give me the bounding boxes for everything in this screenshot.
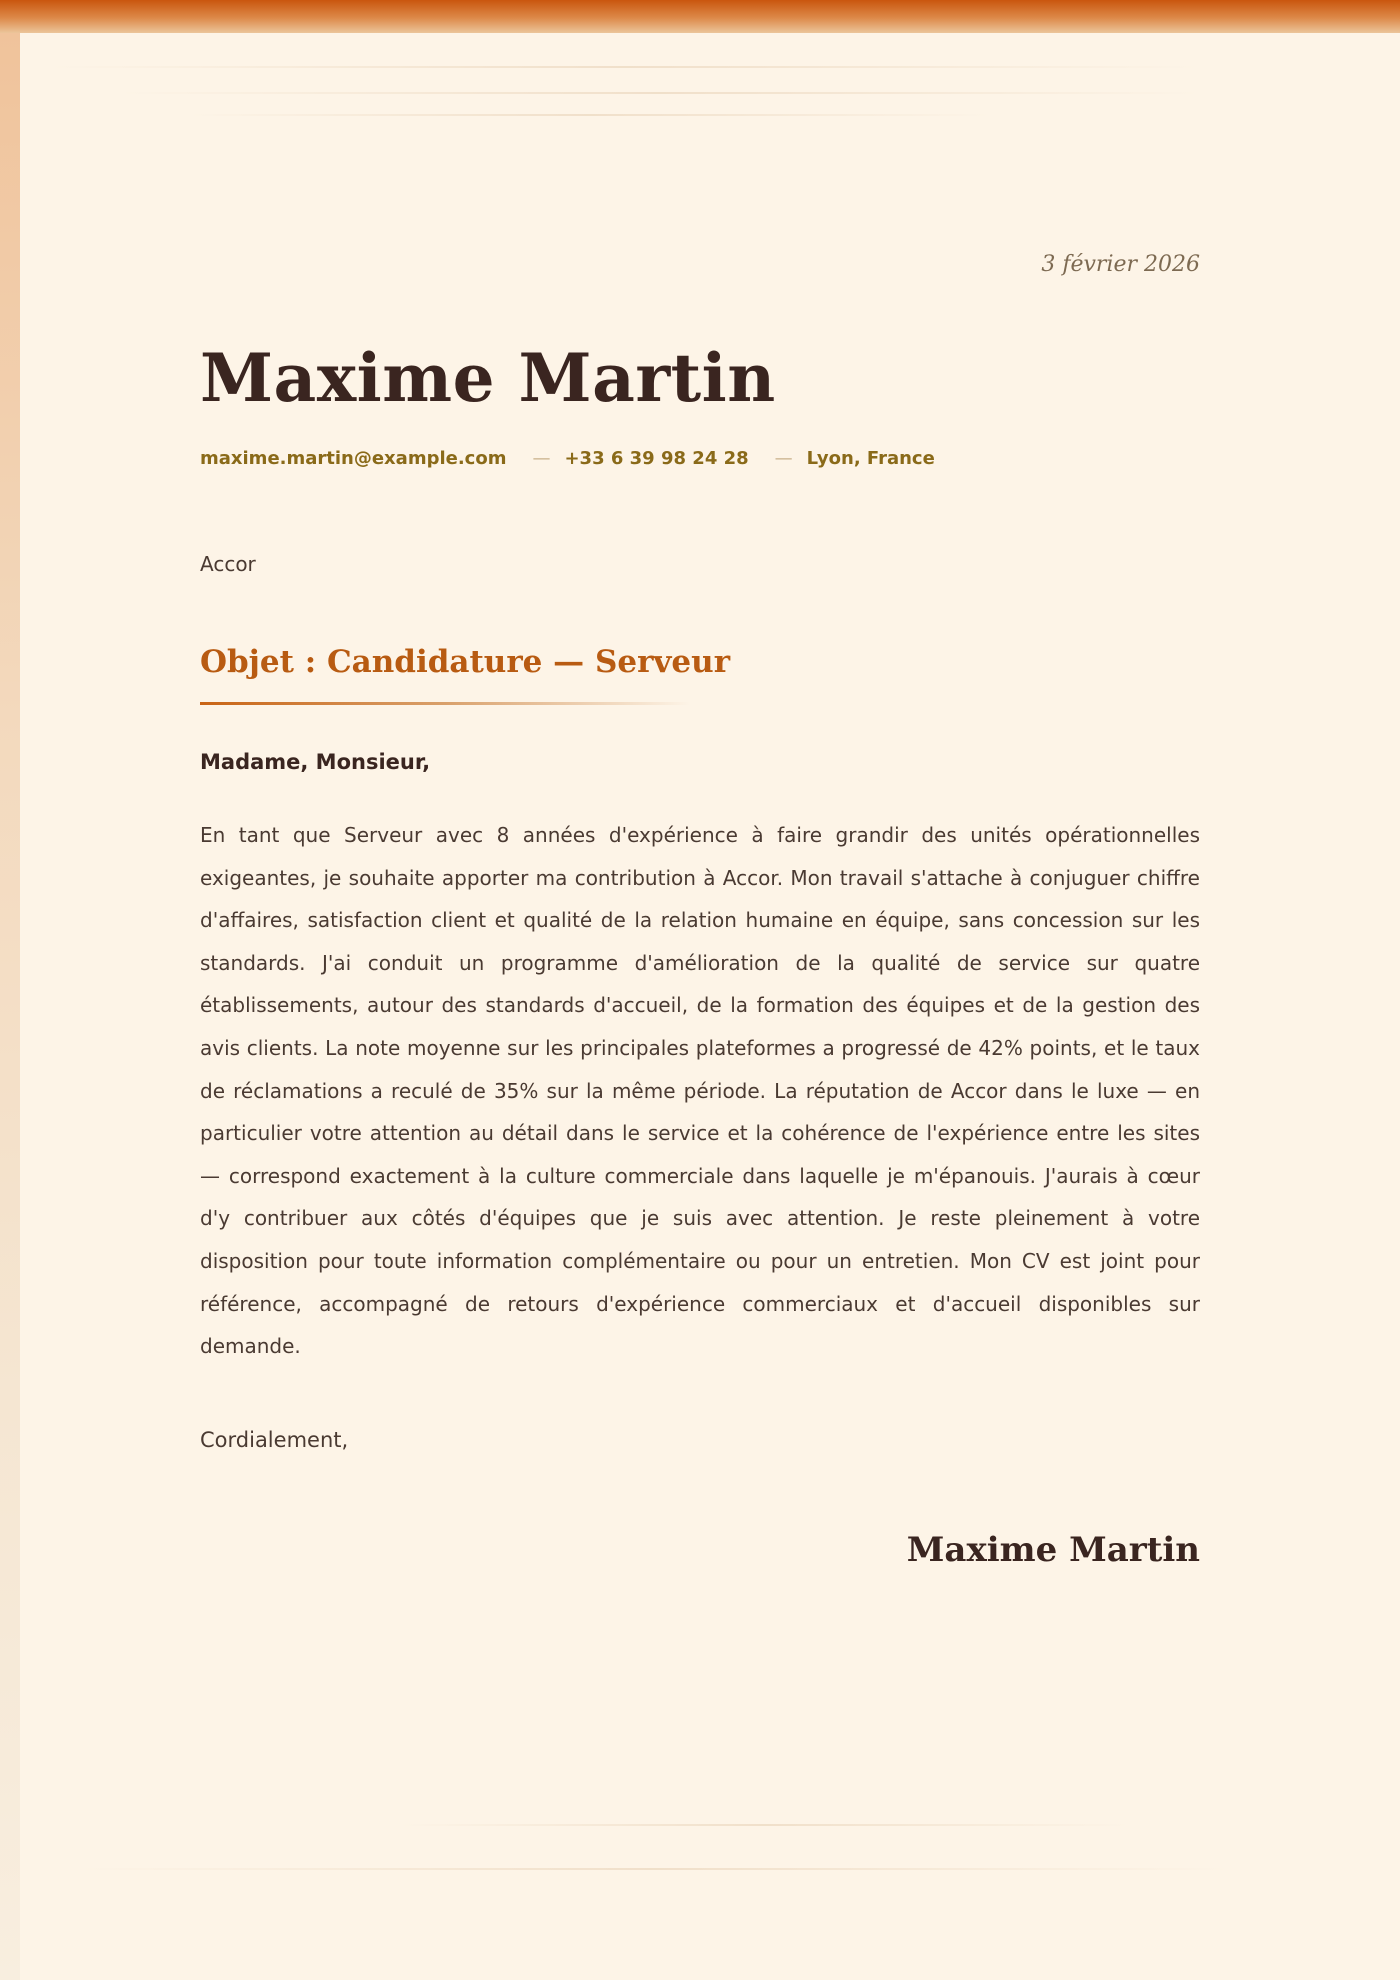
salutation: Madame, Monsieur, — [200, 750, 431, 774]
decorative-line — [80, 1868, 1230, 1870]
closing: Cordialement, — [200, 1428, 349, 1452]
letter-subject: Objet : Candidature — Serveur — [200, 644, 731, 680]
letter-date: 3 février 2026 — [1041, 252, 1200, 277]
decorative-line — [190, 114, 990, 116]
subject-underline — [200, 702, 690, 705]
contact-line — [200, 448, 935, 469]
decorative-line — [50, 66, 1200, 68]
contact-separator: — — [774, 448, 793, 469]
sender-email: maxime.martin@example.com — [200, 448, 507, 469]
contact-separator: — — [532, 448, 551, 469]
top-accent-bar — [0, 0, 1400, 33]
left-accent-strip — [0, 33, 20, 1980]
recipient-company: Accor — [200, 552, 256, 576]
signature: Maxime Martin — [906, 1530, 1200, 1570]
decorative-line — [120, 92, 1200, 94]
sender-location: Lyon, France — [806, 448, 935, 469]
sender-name: Maxime Martin — [200, 339, 776, 417]
letter-body: En tant que Serveur avec 8 années d'expérience à faire grandir des unités opérationnelles exigeantes, je souhaite apporter ma contribution à Accor. Mon travail s'attache à conjuguer chiffre d'affaires, satisfaction client et qualité de la relation humaine en équipe, sans concession sur les standards. J'ai conduit un programme d'amélioration de la qualité de service sur quatre établissements, autour des standards d'accueil, de la formation des équipes et de la gestion des avis clients. La note moyenne sur les principales plateformes a progressé de 42% points, et le taux de réclamations a reculé de 35% sur la même période. La réputation de Accor dans le luxe — en particulier votre attention au détail dans le service et la cohérence de l'expérience entre les sites — correspond exactement à la culture commerciale dans laquelle je m'épanouis. J'aurais à cœur d'y contribuer aux côtés d'équipes que je suis avec attention. Je reste pleinement à votre disposition pour toute information complémentaire ou pour un entretien. Mon CV est joint pour référence, accompagné de retours d'expérience commerciaux et d'accueil disponibles sur demande. — [200, 823, 1200, 1359]
sender-phone: +33 6 39 98 24 28 — [564, 448, 749, 469]
decorative-line — [400, 1824, 1130, 1826]
